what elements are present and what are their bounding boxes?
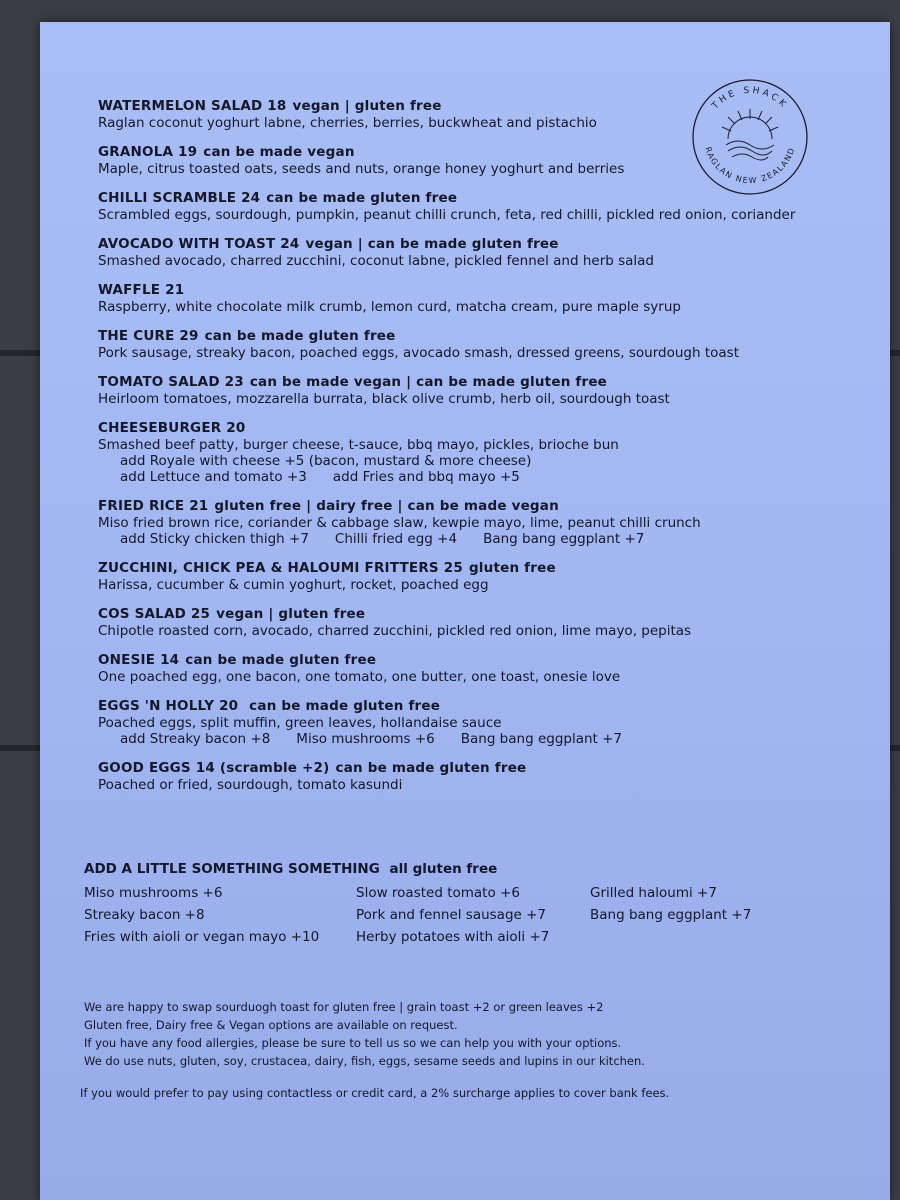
- menu-item-tags: can be made vegan: [203, 144, 355, 160]
- extra-item: Pork and fennel sausage +7: [356, 907, 547, 923]
- menu-item-tags: can be made gluten free: [185, 652, 377, 668]
- menu-item: [98, 606, 798, 639]
- extra-item: Miso mushrooms +6: [84, 885, 223, 901]
- extras-tag: all gluten free: [389, 861, 498, 877]
- menu-item-description: One poached egg, one bacon, one tomato, one butter, one toast, onesie love: [98, 669, 621, 685]
- menu-item-heading: [98, 374, 798, 391]
- menu-item-heading: [98, 760, 798, 777]
- menu-item: [98, 498, 798, 547]
- menu-item-title: ZUCCHINI, CHICK PEA & HALOUMI FRITTERS 25: [98, 560, 463, 576]
- menu-item-title: EGGS 'N HOLLY 20: [98, 698, 239, 714]
- menu-item: [98, 190, 798, 223]
- menu-item-title: CHEESEBURGER 20: [98, 420, 246, 436]
- menu-item-title: THE CURE 29: [98, 328, 199, 344]
- menu-item-tags: can be made gluten free: [244, 698, 441, 714]
- menu-item-title: ONESIE 14: [98, 652, 180, 668]
- extra-item: Herby potatoes with aioli +7: [356, 929, 550, 945]
- menu-item-title: WAFFLE 21: [98, 282, 185, 298]
- menu-item-description: Pork sausage, streaky bacon, poached eggs, avocado smash, dressed greens, sourdough toast: [98, 345, 739, 361]
- menu-item-title: GOOD EGGS 14 (scramble +2): [98, 760, 330, 776]
- menu-item-description: Smashed avocado, charred zucchini, coconut labne, pickled fennel and herb salad: [98, 253, 654, 269]
- note-line: We are happy to swap sourduogh toast for gluten free | grain toast +2 or green leaves +2: [84, 1000, 604, 1014]
- addon: Bang bang eggplant +7: [460, 731, 623, 747]
- menu-item-description: Poached or fried, sourdough, tomato kasundi: [98, 777, 403, 793]
- extra-item: Grilled haloumi +7: [590, 885, 717, 901]
- extra-item: Slow roasted tomato +6: [356, 885, 520, 901]
- menu-item: [98, 98, 798, 131]
- menu-item-description: Scrambled eggs, sourdough, pumpkin, peanut chilli crunch, feta, red chilli, pickled red onion, coriander: [98, 207, 796, 223]
- menu-item-heading: [98, 498, 798, 515]
- menu-item-tags: gluten free: [468, 560, 556, 576]
- menu-item-heading: [98, 606, 798, 623]
- menu-item-tags: gluten free | dairy free | can be made vegan: [214, 498, 559, 514]
- menu-item-addons: [98, 531, 798, 547]
- menu-item-description: Smashed beef patty, burger cheese, t-sauce, bbq mayo, pickles, brioche bun: [98, 437, 619, 453]
- menu-item-heading: [98, 236, 798, 253]
- menu-item-title: COS SALAD 25: [98, 606, 211, 622]
- menu-item-addons: [98, 731, 798, 747]
- extras-section: [84, 860, 804, 948]
- menu-item-tags: can be made gluten free: [266, 190, 458, 206]
- extra-item: Fries with aioli or vegan mayo +10: [84, 929, 320, 945]
- menu-item-title: FRIED RICE 21: [98, 498, 209, 514]
- addon: add Lettuce and tomato +3: [120, 469, 307, 485]
- svg-text:RAGLAN NEW ZEALAND: RAGLAN NEW ZEALAND: [703, 145, 797, 186]
- menu-item-description: Chipotle roasted corn, avocado, charred zucchini, pickled red onion, lime mayo, pepitas: [98, 623, 692, 639]
- menu-item: [98, 374, 798, 407]
- addon: Chilli fried egg +4: [334, 531, 458, 547]
- note-line: If you have any food allergies, please be sure to tell us so we can help you with your options.: [84, 1036, 622, 1050]
- menu-item-title: GRANOLA 19: [98, 144, 198, 160]
- menu-item-heading: [98, 652, 798, 669]
- extras-column: [84, 882, 356, 948]
- menu-item: [98, 652, 798, 685]
- menu-item-heading: [98, 144, 798, 161]
- menu-item-description: Harissa, cucumber & cumin yoghurt, rocket, poached egg: [98, 577, 489, 593]
- menu-item: [98, 282, 798, 315]
- menu-item-tags: can be made gluten free: [335, 760, 527, 776]
- menu-item-heading: [98, 698, 798, 715]
- menu-sheet: [40, 22, 890, 1200]
- extras-column: [590, 882, 751, 948]
- menu-item-description: Poached eggs, split muffin, green leaves, hollandaise sauce: [98, 715, 502, 731]
- menu-item-title: CHILLI SCRAMBLE 24: [98, 190, 261, 206]
- menu-item-description: Maple, citrus toasted oats, seeds and nuts, orange honey yoghurt and berries: [98, 161, 625, 177]
- note-line: We do use nuts, gluten, soy, crustacea, dairy, fish, eggs, sesame seeds and lupins in our kitchen.: [84, 1054, 645, 1068]
- menu-item-tags: can be made gluten free: [204, 328, 396, 344]
- menu-item-description: Raspberry, white chocolate milk crumb, lemon curd, matcha cream, pure maple syrup: [98, 299, 681, 315]
- menu-item: [98, 760, 798, 793]
- menu-item: [98, 236, 798, 269]
- addon: add Sticky chicken thigh +7: [120, 531, 309, 547]
- menu-item: [98, 698, 798, 747]
- menu-item-tags: vegan | gluten free: [216, 606, 366, 622]
- extra-item: Streaky bacon +8: [84, 907, 205, 923]
- menu-item: [98, 560, 798, 593]
- menu-item-description: Miso fried brown rice, coriander & cabbage slaw, kewpie mayo, lime, peanut chilli crunch: [98, 515, 701, 531]
- addon: add Fries and bbq mayo +5: [332, 469, 520, 485]
- menu-item: [98, 144, 798, 177]
- addon: add Royale with cheese +5 (bacon, mustard & more cheese): [120, 453, 532, 469]
- menu-item: [98, 328, 798, 361]
- extras-heading: [84, 860, 804, 878]
- menu-item: [98, 420, 798, 485]
- menu-item-tags: vegan | gluten free: [292, 98, 442, 114]
- menu-item-description: Raglan coconut yoghurt labne, cherries, berries, buckwheat and pistachio: [98, 115, 597, 131]
- menu-item-description: Heirloom tomatoes, mozzarella burrata, black olive crumb, herb oil, sourdough toast: [98, 391, 670, 407]
- menu-item-heading: [98, 282, 798, 299]
- extra-item: Bang bang eggplant +7: [590, 907, 752, 923]
- menu-item-heading: [98, 98, 798, 115]
- menu-item-tags: can be made vegan | can be made gluten free: [249, 374, 608, 390]
- addon: Bang bang eggplant +7: [483, 531, 645, 547]
- addon: Miso mushrooms +6: [296, 731, 435, 747]
- menu-item-title: TOMATO SALAD 23: [98, 374, 244, 390]
- extras-columns: [84, 882, 804, 948]
- extras-title: ADD A LITTLE SOMETHING SOMETHING: [84, 861, 380, 877]
- menu-item-heading: [98, 190, 798, 207]
- menu-list: [98, 98, 798, 806]
- menu-item-addons: [98, 469, 798, 485]
- menu-item-heading: [98, 560, 798, 577]
- menu-item-title: WATERMELON SALAD 18: [98, 98, 287, 114]
- note-line: Gluten free, Dairy free & Vegan options are available on request.: [84, 1018, 458, 1032]
- svg-text:THE SHACK: THE SHACK: [710, 85, 790, 112]
- menu-item-tags: vegan | can be made gluten free: [305, 236, 559, 252]
- surcharge-note: If you would prefer to pay using contactless or credit card, a 2% surcharge applies to cover bank fees.: [80, 1086, 670, 1100]
- notes-block: [84, 998, 824, 1070]
- menu-item-addons: [98, 453, 798, 469]
- menu-item-heading: [98, 328, 798, 345]
- menu-item-title: AVOCADO WITH TOAST 24: [98, 236, 300, 252]
- addon: add Streaky bacon +8: [120, 731, 271, 747]
- extras-column: [356, 882, 590, 948]
- menu-item-heading: [98, 420, 798, 437]
